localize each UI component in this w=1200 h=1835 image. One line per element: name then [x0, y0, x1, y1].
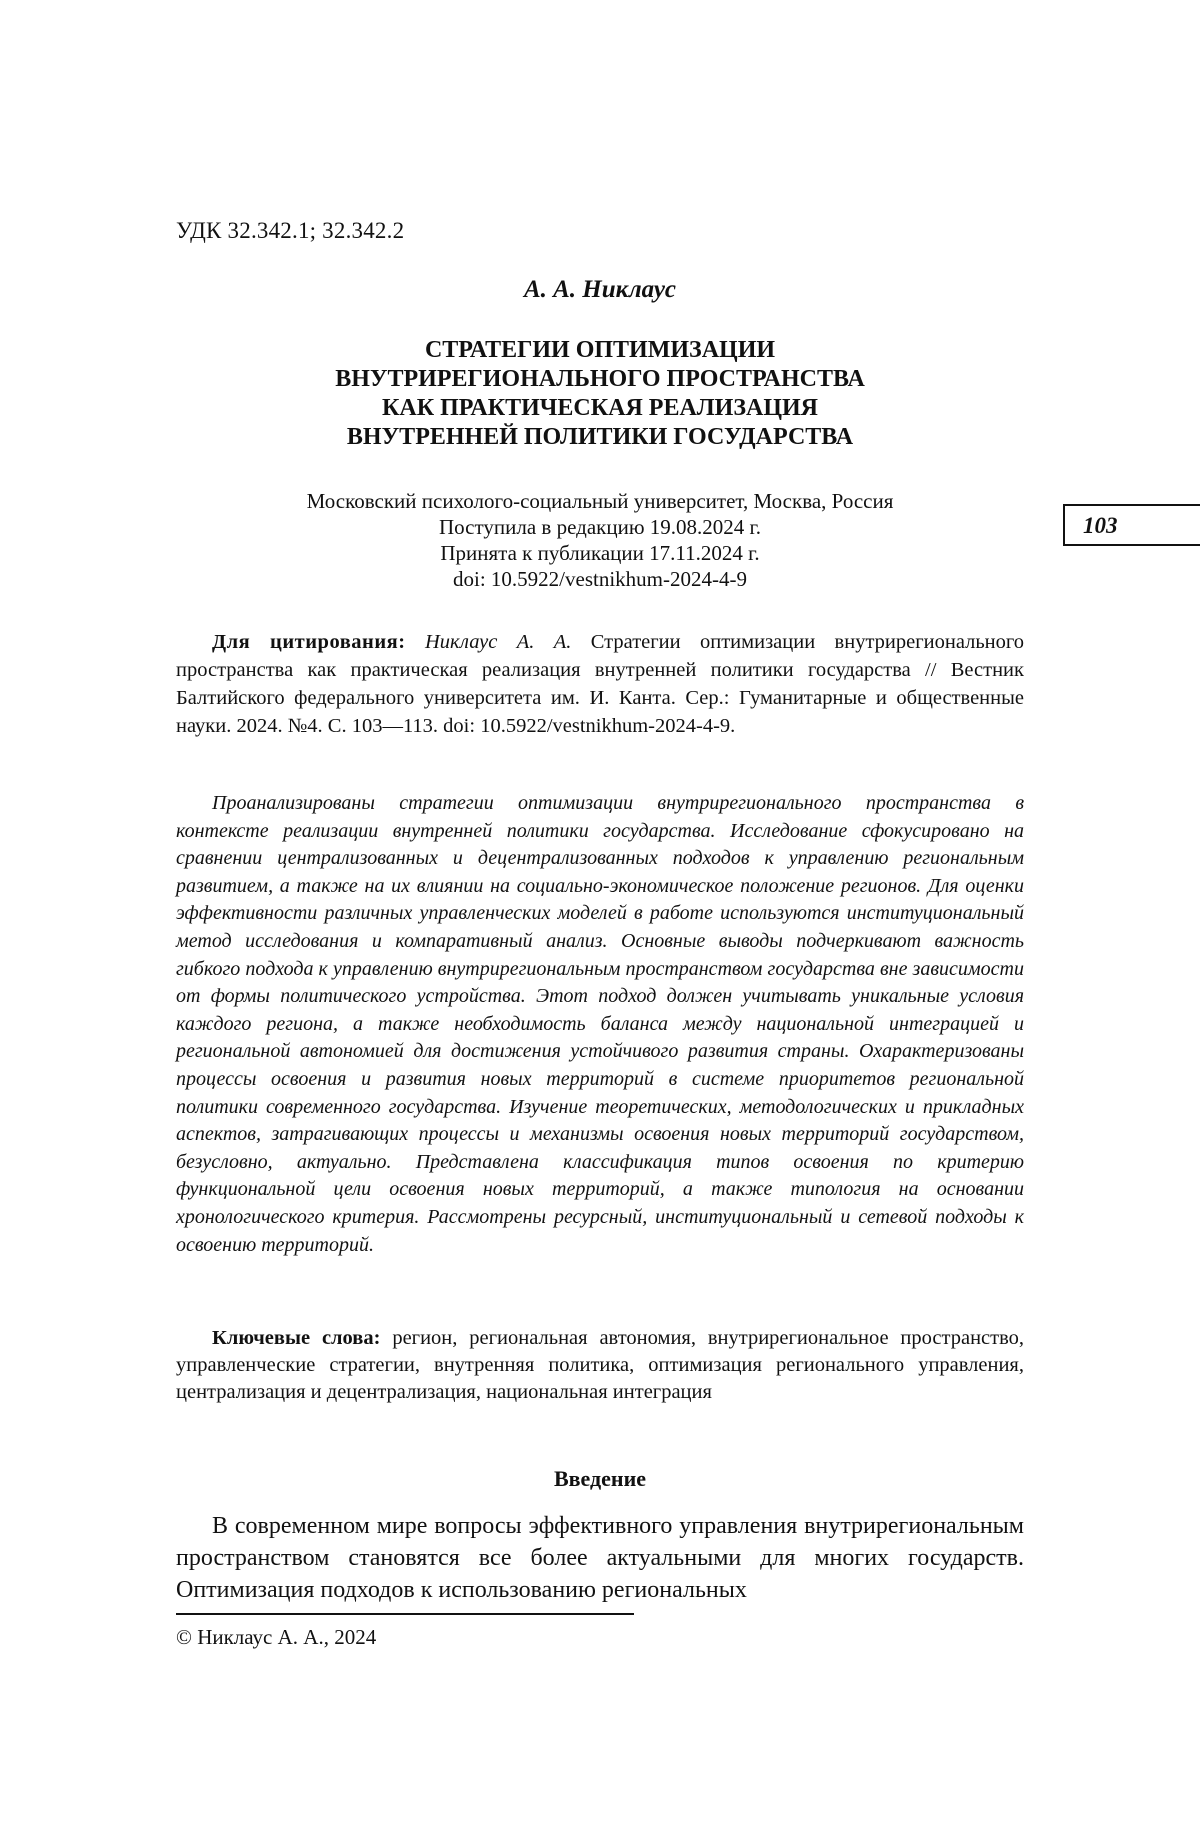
page-number-box: [1063, 504, 1200, 546]
footnote-divider: [176, 1613, 634, 1615]
citation-text: Стратегии оптимизации внутрирегионального пространства как практическая реализация внутренней политики государства // Вестник Балтийского федерального университета им. И. Канта. Сер.: Гуманитарные и общественные науки. 2024. №4. С. 103—113. doi: 10.5922/vestnikhum-2024-4-9.: [176, 631, 1025, 737]
section-heading: Введение: [553, 1466, 647, 1491]
doi: doi: 10.5922/vestnikhum-2024-4-9: [453, 567, 747, 591]
copyright-footnote: © Никлаус А. А., 2024: [176, 1625, 377, 1649]
affiliation: Московский психолого-социальный университет, Москва, Россия: [306, 489, 894, 513]
accepted-date: Принята к публикации 17.11.2024 г.: [440, 541, 760, 565]
page-number: 103: [1083, 513, 1118, 538]
keywords-label: Ключевые слова:: [212, 1327, 381, 1349]
title-line: СТРАТЕГИИ ОПТИМИЗАЦИИ: [424, 337, 776, 363]
citation-block: [176, 628, 1024, 740]
keywords-block: [176, 1325, 1024, 1406]
received-date: Поступила в редакцию 19.08.2024 г.: [438, 515, 761, 539]
keywords-text: регион, региональная автономия, внутрирегиональное пространство, управленческие стратегии, внутренняя политика, оптимизация регионального управления, централизация и децентрализация, национальная интеграция: [176, 1327, 1025, 1403]
abstract: Проанализированы стратегии оптимизации внутрирегионального пространства в контексте реализации внутренней политики государства. Исследование сфокусировано на сравнении централизованных и децентрализованных подходов к управлению региональным развитием, а также на их влиянии на социально-экономическое положение регионов. Для оценки эффективности различных управленческих моделей в работе используются институциональный метод исследования и компаративный анализ. Основные выводы подчеркивают важность гибкого подхода к управлению внутрирегиональным пространством государства вне зависимости от формы политического устройства. Этот подход должен учитывать уникальные условия каждого региона, а также необходимость баланса между национальной интеграцией и региональной автономией для достижения устойчивого развития страны. Охарактеризованы процессы освоения и развития новых территорий в системе приоритетов региональной политики современного государства. Изучение теоретических, методологических и прикладных аспектов, затрагивающих процессы и механизмы освоения новых территорий государством, безусловно, актуально. Представлена классификация типов освоения по критерию функциональной цели освоения новых территорий, а также типология на основании хронологического критерия. Рассмотрены ресурсный, институциональный и сетевой подходы к освоению территорий.: [176, 792, 1024, 1256]
article-author: А. А. Никлаус: [523, 276, 677, 303]
citation-author: Никлаус А. А.: [424, 631, 572, 653]
title-line: ВНУТРЕННЕЙ ПОЛИТИКИ ГОСУДАРСТВА: [346, 424, 854, 450]
article-title: [176, 336, 1024, 452]
citation-label: Для цитирования:: [212, 631, 406, 653]
intro-paragraph: В современном мире вопросы эффективного управления внутрирегиональным пространством становятся все более актуальными для многих государств. Оптимизация подходов к использованию региональных: [176, 1513, 1024, 1603]
title-line: ВНУТРИРЕГИОНАЛЬНОГО ПРОСТРАНСТВА: [335, 366, 865, 392]
udk-code: УДК 32.342.1; 32.342.2: [176, 218, 405, 243]
title-line: КАК ПРАКТИЧЕСКАЯ РЕАЛИЗАЦИЯ: [381, 395, 819, 421]
article-meta: [176, 488, 1024, 592]
